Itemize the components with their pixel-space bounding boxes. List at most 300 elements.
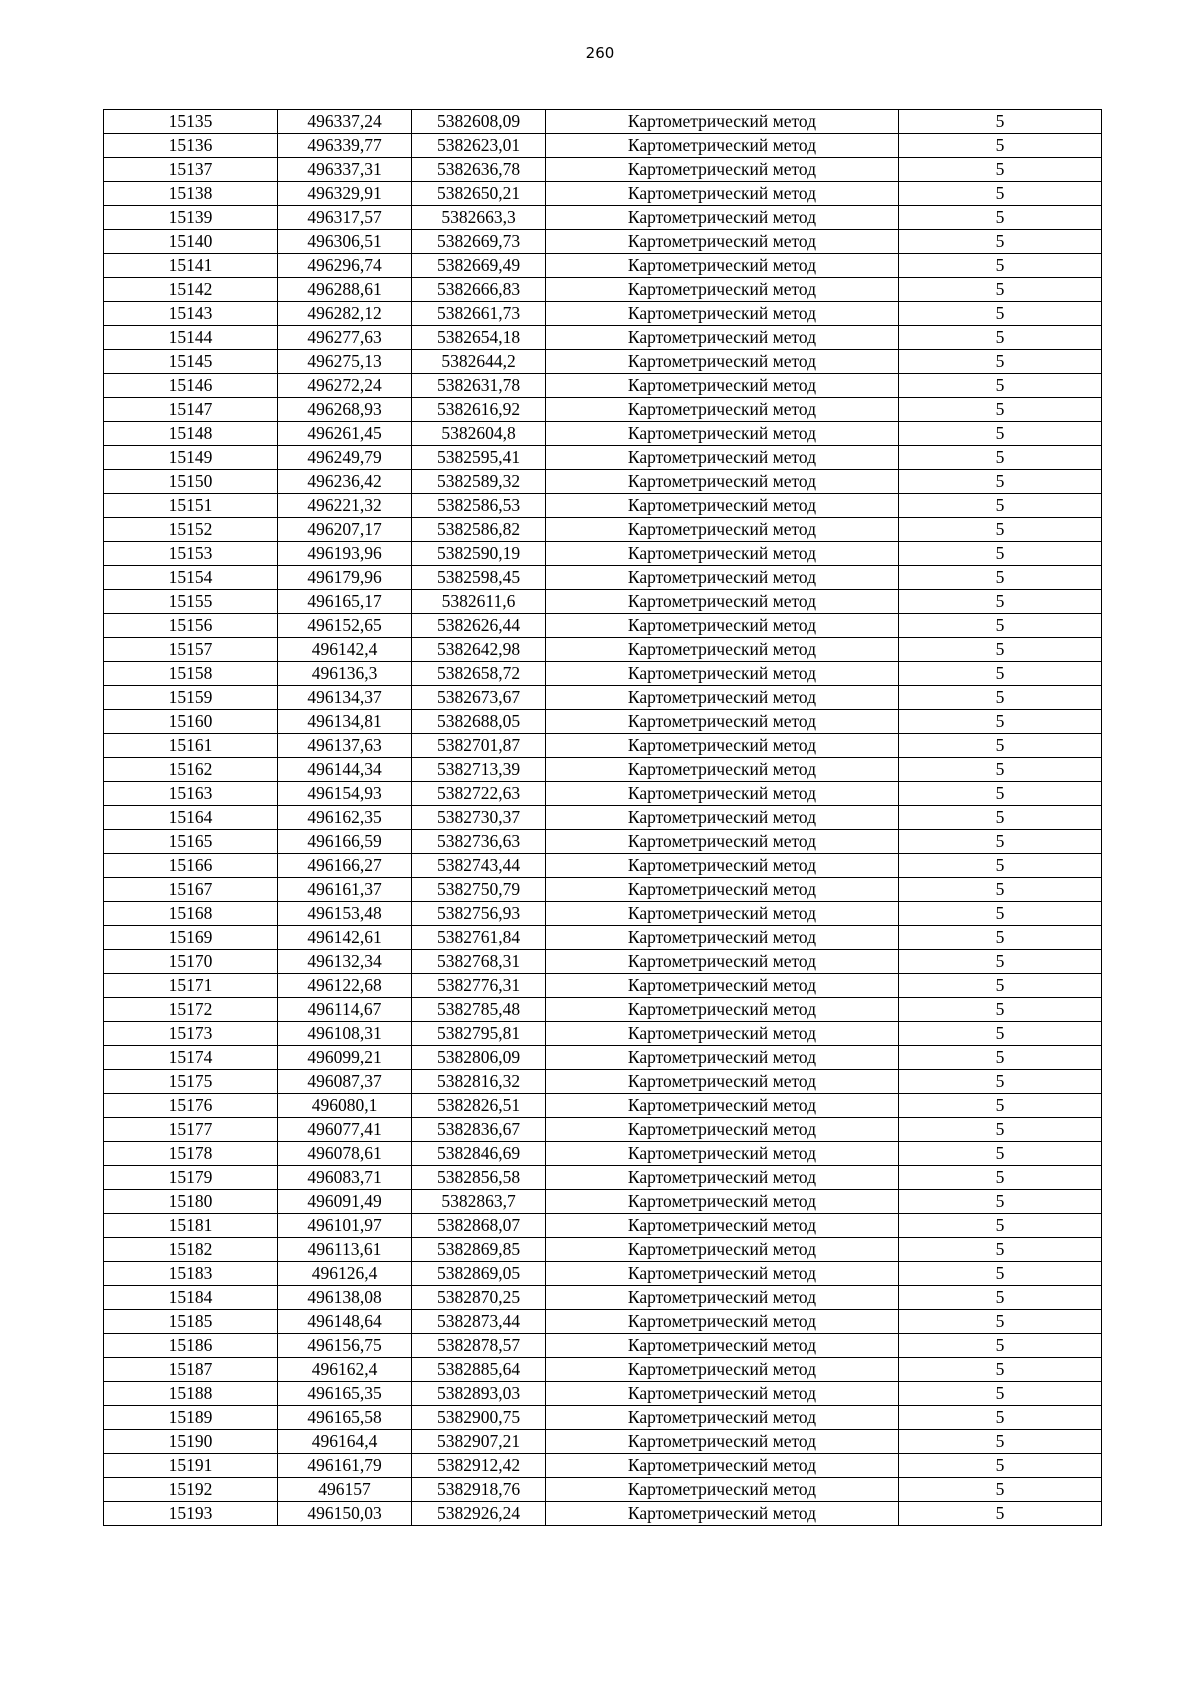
table-row: [104, 686, 1102, 710]
x-coordinate-cell: 496296,74: [278, 254, 412, 278]
table-row: [104, 110, 1102, 134]
point-number-cell: 15149: [104, 446, 278, 470]
x-coordinate-cell: 496148,64: [278, 1310, 412, 1334]
accuracy-cell: 5: [899, 1454, 1102, 1478]
point-number-cell: 15189: [104, 1406, 278, 1430]
method-cell: Картометрический метод: [546, 878, 899, 902]
method-cell: Картометрический метод: [546, 230, 899, 254]
accuracy-cell: 5: [899, 854, 1102, 878]
x-coordinate-cell: 496080,1: [278, 1094, 412, 1118]
accuracy-cell: 5: [899, 734, 1102, 758]
method-cell: Картометрический метод: [546, 590, 899, 614]
table-row: [104, 1142, 1102, 1166]
x-coordinate-cell: 496142,61: [278, 926, 412, 950]
y-coordinate-cell: 5382586,82: [412, 518, 546, 542]
method-cell: Картометрический метод: [546, 1118, 899, 1142]
point-number-cell: 15140: [104, 230, 278, 254]
x-coordinate-cell: 496154,93: [278, 782, 412, 806]
method-cell: Картометрический метод: [546, 1238, 899, 1262]
method-cell: Картометрический метод: [546, 374, 899, 398]
y-coordinate-cell: 5382669,49: [412, 254, 546, 278]
table-row: [104, 662, 1102, 686]
x-coordinate-cell: 496165,58: [278, 1406, 412, 1430]
point-number-cell: 15170: [104, 950, 278, 974]
y-coordinate-cell: 5382863,7: [412, 1190, 546, 1214]
y-coordinate-cell: 5382604,8: [412, 422, 546, 446]
accuracy-cell: 5: [899, 398, 1102, 422]
x-coordinate-cell: 496221,32: [278, 494, 412, 518]
x-coordinate-cell: 496166,27: [278, 854, 412, 878]
y-coordinate-cell: 5382907,21: [412, 1430, 546, 1454]
table-row: [104, 758, 1102, 782]
x-coordinate-cell: 496161,79: [278, 1454, 412, 1478]
method-cell: Картометрический метод: [546, 134, 899, 158]
accuracy-cell: 5: [899, 1358, 1102, 1382]
accuracy-cell: 5: [899, 1238, 1102, 1262]
x-coordinate-cell: 496077,41: [278, 1118, 412, 1142]
table-row: [104, 254, 1102, 278]
y-coordinate-cell: 5382743,44: [412, 854, 546, 878]
table-row: [104, 182, 1102, 206]
x-coordinate-cell: 496099,21: [278, 1046, 412, 1070]
y-coordinate-cell: 5382761,84: [412, 926, 546, 950]
x-coordinate-cell: 496108,31: [278, 1022, 412, 1046]
accuracy-cell: 5: [899, 1214, 1102, 1238]
point-number-cell: 15146: [104, 374, 278, 398]
x-coordinate-cell: 496317,57: [278, 206, 412, 230]
accuracy-cell: 5: [899, 710, 1102, 734]
method-cell: Картометрический метод: [546, 1262, 899, 1286]
point-number-cell: 15166: [104, 854, 278, 878]
accuracy-cell: 5: [899, 470, 1102, 494]
accuracy-cell: 5: [899, 1142, 1102, 1166]
table-row: [104, 590, 1102, 614]
method-cell: Картометрический метод: [546, 1478, 899, 1502]
y-coordinate-cell: 5382918,76: [412, 1478, 546, 1502]
point-number-cell: 15138: [104, 182, 278, 206]
accuracy-cell: 5: [899, 206, 1102, 230]
y-coordinate-cell: 5382846,69: [412, 1142, 546, 1166]
y-coordinate-cell: 5382713,39: [412, 758, 546, 782]
y-coordinate-cell: 5382776,31: [412, 974, 546, 998]
y-coordinate-cell: 5382701,87: [412, 734, 546, 758]
table-row: [104, 710, 1102, 734]
y-coordinate-cell: 5382623,01: [412, 134, 546, 158]
method-cell: Картометрический метод: [546, 350, 899, 374]
accuracy-cell: 5: [899, 158, 1102, 182]
method-cell: Картометрический метод: [546, 158, 899, 182]
table-row: [104, 926, 1102, 950]
table-row: [104, 1430, 1102, 1454]
y-coordinate-cell: 5382826,51: [412, 1094, 546, 1118]
point-number-cell: 15181: [104, 1214, 278, 1238]
x-coordinate-cell: 496150,03: [278, 1502, 412, 1526]
table-row: [104, 734, 1102, 758]
accuracy-cell: 5: [899, 1286, 1102, 1310]
method-cell: Картометрический метод: [546, 1094, 899, 1118]
accuracy-cell: 5: [899, 326, 1102, 350]
method-cell: Картометрический метод: [546, 710, 899, 734]
x-coordinate-cell: 496136,3: [278, 662, 412, 686]
accuracy-cell: 5: [899, 926, 1102, 950]
x-coordinate-cell: 496134,37: [278, 686, 412, 710]
accuracy-cell: 5: [899, 542, 1102, 566]
y-coordinate-cell: 5382595,41: [412, 446, 546, 470]
table-row: [104, 974, 1102, 998]
accuracy-cell: 5: [899, 686, 1102, 710]
method-cell: Картометрический метод: [546, 1430, 899, 1454]
accuracy-cell: 5: [899, 1406, 1102, 1430]
method-cell: Картометрический метод: [546, 998, 899, 1022]
table-row: [104, 1358, 1102, 1382]
point-number-cell: 15157: [104, 638, 278, 662]
accuracy-cell: 5: [899, 1502, 1102, 1526]
method-cell: Картометрический метод: [546, 974, 899, 998]
method-cell: Картометрический метод: [546, 1310, 899, 1334]
method-cell: Картометрический метод: [546, 1166, 899, 1190]
table-row: [104, 542, 1102, 566]
point-number-cell: 15136: [104, 134, 278, 158]
table-row: [104, 878, 1102, 902]
x-coordinate-cell: 496337,24: [278, 110, 412, 134]
x-coordinate-cell: 496329,91: [278, 182, 412, 206]
point-number-cell: 15183: [104, 1262, 278, 1286]
accuracy-cell: 5: [899, 1430, 1102, 1454]
y-coordinate-cell: 5382768,31: [412, 950, 546, 974]
method-cell: Картометрический метод: [546, 830, 899, 854]
x-coordinate-cell: 496249,79: [278, 446, 412, 470]
table-row: [104, 158, 1102, 182]
point-number-cell: 15150: [104, 470, 278, 494]
point-number-cell: 15159: [104, 686, 278, 710]
y-coordinate-cell: 5382785,48: [412, 998, 546, 1022]
y-coordinate-cell: 5382589,32: [412, 470, 546, 494]
point-number-cell: 15142: [104, 278, 278, 302]
table-row: [104, 1190, 1102, 1214]
x-coordinate-cell: 496277,63: [278, 326, 412, 350]
accuracy-cell: 5: [899, 758, 1102, 782]
method-cell: Картометрический метод: [546, 566, 899, 590]
method-cell: Картометрический метод: [546, 494, 899, 518]
accuracy-cell: 5: [899, 302, 1102, 326]
y-coordinate-cell: 5382878,57: [412, 1334, 546, 1358]
y-coordinate-cell: 5382750,79: [412, 878, 546, 902]
x-coordinate-cell: 496156,75: [278, 1334, 412, 1358]
y-coordinate-cell: 5382590,19: [412, 542, 546, 566]
table-row: [104, 830, 1102, 854]
table-row: [104, 950, 1102, 974]
method-cell: Картометрический метод: [546, 926, 899, 950]
table-row: [104, 134, 1102, 158]
accuracy-cell: 5: [899, 254, 1102, 278]
method-cell: Картометрический метод: [546, 1142, 899, 1166]
method-cell: Картометрический метод: [546, 734, 899, 758]
accuracy-cell: 5: [899, 566, 1102, 590]
accuracy-cell: 5: [899, 518, 1102, 542]
table-row: [104, 998, 1102, 1022]
table-row: [104, 1478, 1102, 1502]
method-cell: Картометрический метод: [546, 782, 899, 806]
x-coordinate-cell: 496114,67: [278, 998, 412, 1022]
accuracy-cell: 5: [899, 1478, 1102, 1502]
accuracy-cell: 5: [899, 446, 1102, 470]
x-coordinate-cell: 496144,34: [278, 758, 412, 782]
point-number-cell: 15174: [104, 1046, 278, 1070]
x-coordinate-cell: 496134,81: [278, 710, 412, 734]
point-number-cell: 15190: [104, 1430, 278, 1454]
table-row: [104, 806, 1102, 830]
table-row: [104, 470, 1102, 494]
accuracy-cell: 5: [899, 422, 1102, 446]
x-coordinate-cell: 496165,35: [278, 1382, 412, 1406]
y-coordinate-cell: 5382912,42: [412, 1454, 546, 1478]
method-cell: Картометрический метод: [546, 326, 899, 350]
method-cell: Картометрический метод: [546, 1070, 899, 1094]
table-row: [104, 1454, 1102, 1478]
table-row: [104, 230, 1102, 254]
method-cell: Картометрический метод: [546, 1190, 899, 1214]
y-coordinate-cell: 5382856,58: [412, 1166, 546, 1190]
method-cell: Картометрический метод: [546, 398, 899, 422]
method-cell: Картометрический метод: [546, 1382, 899, 1406]
y-coordinate-cell: 5382869,05: [412, 1262, 546, 1286]
accuracy-cell: 5: [899, 662, 1102, 686]
y-coordinate-cell: 5382644,2: [412, 350, 546, 374]
table-row: [104, 1070, 1102, 1094]
y-coordinate-cell: 5382636,78: [412, 158, 546, 182]
y-coordinate-cell: 5382598,45: [412, 566, 546, 590]
y-coordinate-cell: 5382756,93: [412, 902, 546, 926]
y-coordinate-cell: 5382816,32: [412, 1070, 546, 1094]
method-cell: Картометрический метод: [546, 422, 899, 446]
x-coordinate-cell: 496337,31: [278, 158, 412, 182]
y-coordinate-cell: 5382836,67: [412, 1118, 546, 1142]
method-cell: Картометрический метод: [546, 614, 899, 638]
x-coordinate-cell: 496091,49: [278, 1190, 412, 1214]
table-row: [104, 278, 1102, 302]
method-cell: Картометрический метод: [546, 302, 899, 326]
point-number-cell: 15184: [104, 1286, 278, 1310]
x-coordinate-cell: 496164,4: [278, 1430, 412, 1454]
x-coordinate-cell: 496261,45: [278, 422, 412, 446]
table-row: [104, 350, 1102, 374]
table-row: [104, 518, 1102, 542]
method-cell: Картометрический метод: [546, 278, 899, 302]
point-number-cell: 15173: [104, 1022, 278, 1046]
point-number-cell: 15154: [104, 566, 278, 590]
accuracy-cell: 5: [899, 374, 1102, 398]
table-row: [104, 1214, 1102, 1238]
x-coordinate-cell: 496087,37: [278, 1070, 412, 1094]
point-number-cell: 15178: [104, 1142, 278, 1166]
table-row: [104, 398, 1102, 422]
table-row: [104, 1022, 1102, 1046]
accuracy-cell: 5: [899, 1262, 1102, 1286]
accuracy-cell: 5: [899, 878, 1102, 902]
x-coordinate-cell: 496162,35: [278, 806, 412, 830]
x-coordinate-cell: 496193,96: [278, 542, 412, 566]
coordinates-table: [103, 109, 1102, 1526]
x-coordinate-cell: 496153,48: [278, 902, 412, 926]
table-row: [104, 902, 1102, 926]
point-number-cell: 15176: [104, 1094, 278, 1118]
point-number-cell: 15168: [104, 902, 278, 926]
point-number-cell: 15143: [104, 302, 278, 326]
table-row: [104, 1118, 1102, 1142]
y-coordinate-cell: 5382722,63: [412, 782, 546, 806]
method-cell: Картометрический метод: [546, 518, 899, 542]
point-number-cell: 15151: [104, 494, 278, 518]
y-coordinate-cell: 5382730,37: [412, 806, 546, 830]
x-coordinate-cell: 496126,4: [278, 1262, 412, 1286]
accuracy-cell: 5: [899, 350, 1102, 374]
y-coordinate-cell: 5382806,09: [412, 1046, 546, 1070]
y-coordinate-cell: 5382654,18: [412, 326, 546, 350]
method-cell: Картометрический метод: [546, 1046, 899, 1070]
y-coordinate-cell: 5382688,05: [412, 710, 546, 734]
method-cell: Картометрический метод: [546, 182, 899, 206]
point-number-cell: 15192: [104, 1478, 278, 1502]
point-number-cell: 15161: [104, 734, 278, 758]
table-row: [104, 614, 1102, 638]
accuracy-cell: 5: [899, 1046, 1102, 1070]
point-number-cell: 15177: [104, 1118, 278, 1142]
accuracy-cell: 5: [899, 782, 1102, 806]
x-coordinate-cell: 496339,77: [278, 134, 412, 158]
x-coordinate-cell: 496083,71: [278, 1166, 412, 1190]
y-coordinate-cell: 5382736,63: [412, 830, 546, 854]
accuracy-cell: 5: [899, 902, 1102, 926]
y-coordinate-cell: 5382650,21: [412, 182, 546, 206]
point-number-cell: 15164: [104, 806, 278, 830]
method-cell: Картометрический метод: [546, 1502, 899, 1526]
table-row: [104, 566, 1102, 590]
table-row: [104, 326, 1102, 350]
y-coordinate-cell: 5382616,92: [412, 398, 546, 422]
accuracy-cell: 5: [899, 1382, 1102, 1406]
point-number-cell: 15165: [104, 830, 278, 854]
method-cell: Картометрический метод: [546, 758, 899, 782]
method-cell: Картометрический метод: [546, 1406, 899, 1430]
x-coordinate-cell: 496236,42: [278, 470, 412, 494]
point-number-cell: 15191: [104, 1454, 278, 1478]
page-number: 260: [585, 44, 615, 62]
method-cell: Картометрический метод: [546, 950, 899, 974]
point-number-cell: 15147: [104, 398, 278, 422]
x-coordinate-cell: 496268,93: [278, 398, 412, 422]
method-cell: Картометрический метод: [546, 110, 899, 134]
accuracy-cell: 5: [899, 950, 1102, 974]
y-coordinate-cell: 5382661,73: [412, 302, 546, 326]
x-coordinate-cell: 496306,51: [278, 230, 412, 254]
table-row: [104, 1262, 1102, 1286]
y-coordinate-cell: 5382586,53: [412, 494, 546, 518]
accuracy-cell: 5: [899, 1310, 1102, 1334]
x-coordinate-cell: 496137,63: [278, 734, 412, 758]
point-number-cell: 15186: [104, 1334, 278, 1358]
x-coordinate-cell: 496272,24: [278, 374, 412, 398]
accuracy-cell: 5: [899, 494, 1102, 518]
point-number-cell: 15160: [104, 710, 278, 734]
accuracy-cell: 5: [899, 230, 1102, 254]
y-coordinate-cell: 5382658,72: [412, 662, 546, 686]
method-cell: Картометрический метод: [546, 806, 899, 830]
point-number-cell: 15163: [104, 782, 278, 806]
accuracy-cell: 5: [899, 806, 1102, 830]
x-coordinate-cell: 496152,65: [278, 614, 412, 638]
accuracy-cell: 5: [899, 614, 1102, 638]
point-number-cell: 15158: [104, 662, 278, 686]
method-cell: Картометрический метод: [546, 446, 899, 470]
table-row: [104, 206, 1102, 230]
table-row: [104, 1166, 1102, 1190]
accuracy-cell: 5: [899, 134, 1102, 158]
point-number-cell: 15187: [104, 1358, 278, 1382]
table-row: [104, 1094, 1102, 1118]
y-coordinate-cell: 5382642,98: [412, 638, 546, 662]
table-row: [104, 446, 1102, 470]
point-number-cell: 15153: [104, 542, 278, 566]
table-row: [104, 494, 1102, 518]
point-number-cell: 15152: [104, 518, 278, 542]
x-coordinate-cell: 496138,08: [278, 1286, 412, 1310]
table-row: [104, 854, 1102, 878]
point-number-cell: 15139: [104, 206, 278, 230]
y-coordinate-cell: 5382673,67: [412, 686, 546, 710]
y-coordinate-cell: 5382869,85: [412, 1238, 546, 1262]
point-number-cell: 15188: [104, 1382, 278, 1406]
table-row: [104, 638, 1102, 662]
accuracy-cell: 5: [899, 182, 1102, 206]
method-cell: Картометрический метод: [546, 1286, 899, 1310]
point-number-cell: 15169: [104, 926, 278, 950]
accuracy-cell: 5: [899, 278, 1102, 302]
x-coordinate-cell: 496162,4: [278, 1358, 412, 1382]
method-cell: Картометрический метод: [546, 902, 899, 926]
y-coordinate-cell: 5382611,6: [412, 590, 546, 614]
method-cell: Картометрический метод: [546, 1022, 899, 1046]
x-coordinate-cell: 496179,96: [278, 566, 412, 590]
method-cell: Картометрический метод: [546, 206, 899, 230]
point-number-cell: 15185: [104, 1310, 278, 1334]
y-coordinate-cell: 5382926,24: [412, 1502, 546, 1526]
y-coordinate-cell: 5382870,25: [412, 1286, 546, 1310]
accuracy-cell: 5: [899, 998, 1102, 1022]
table-row: [104, 302, 1102, 326]
table-row: [104, 1502, 1102, 1526]
x-coordinate-cell: 496101,97: [278, 1214, 412, 1238]
table-row: [104, 1310, 1102, 1334]
x-coordinate-cell: 496282,12: [278, 302, 412, 326]
point-number-cell: 15167: [104, 878, 278, 902]
y-coordinate-cell: 5382900,75: [412, 1406, 546, 1430]
x-coordinate-cell: 496132,34: [278, 950, 412, 974]
y-coordinate-cell: 5382885,64: [412, 1358, 546, 1382]
point-number-cell: 15145: [104, 350, 278, 374]
y-coordinate-cell: 5382626,44: [412, 614, 546, 638]
accuracy-cell: 5: [899, 1070, 1102, 1094]
y-coordinate-cell: 5382868,07: [412, 1214, 546, 1238]
table-row: [104, 1382, 1102, 1406]
x-coordinate-cell: 496142,4: [278, 638, 412, 662]
x-coordinate-cell: 496165,17: [278, 590, 412, 614]
method-cell: Картометрический метод: [546, 1334, 899, 1358]
table-row: [104, 422, 1102, 446]
point-number-cell: 15162: [104, 758, 278, 782]
method-cell: Картометрический метод: [546, 542, 899, 566]
method-cell: Картометрический метод: [546, 638, 899, 662]
accuracy-cell: 5: [899, 1118, 1102, 1142]
